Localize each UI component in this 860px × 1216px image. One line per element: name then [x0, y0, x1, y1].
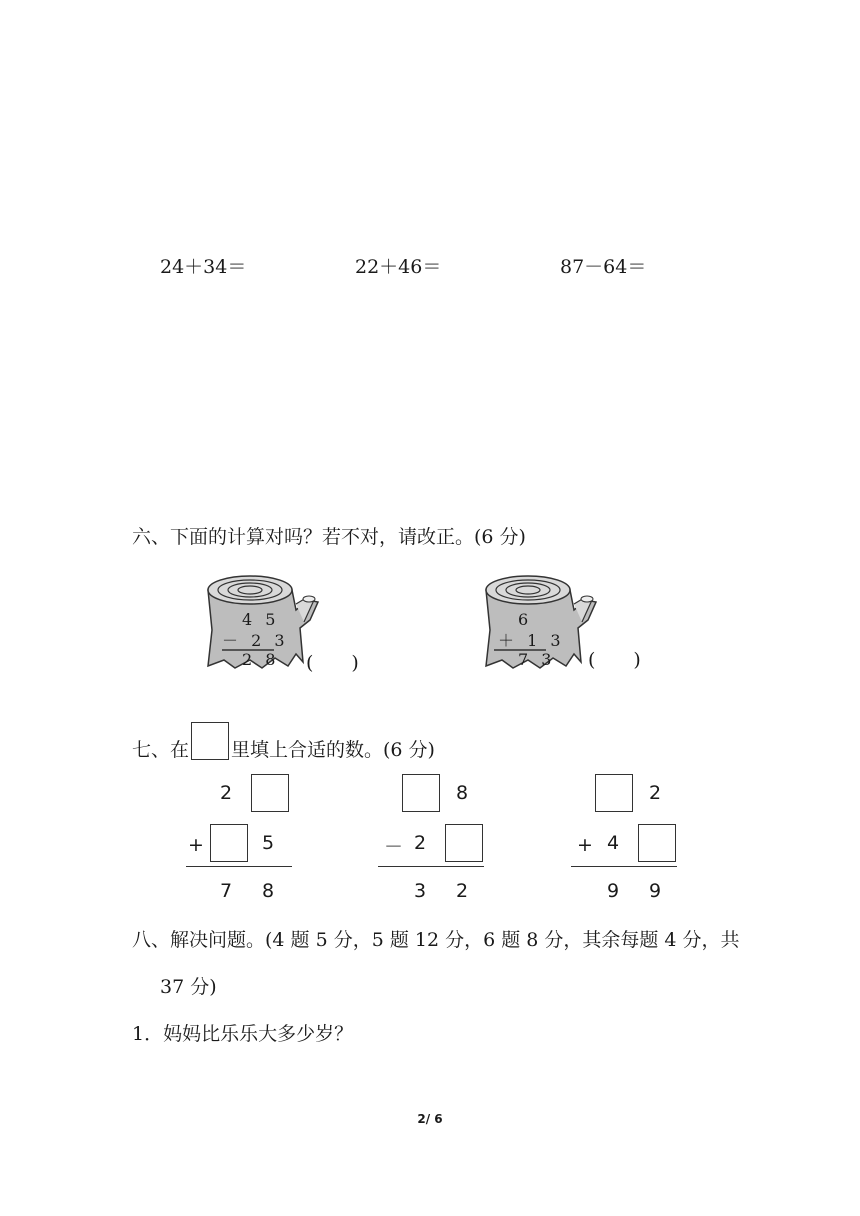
stump2-addend: ＋ 1 3	[498, 631, 565, 650]
digit: 2	[456, 880, 469, 902]
answer-box[interactable]	[402, 774, 440, 812]
digit: 9	[607, 880, 620, 902]
section7-title-suffix: 里填上合适的数。(6 分)	[231, 739, 435, 761]
operator: +	[188, 834, 204, 856]
stump2-top: 6	[518, 610, 533, 629]
page-number: 2/ 6	[417, 1112, 443, 1126]
equation-2: 22＋46＝	[355, 256, 442, 278]
stump1-result: 2 8	[242, 650, 280, 669]
digit: 7	[220, 880, 233, 902]
digit: 8	[456, 782, 469, 804]
section6-title: 六、下面的计算对吗？若不对，请改正。(6 分)	[132, 526, 526, 548]
stump1-subtrahend: － 2 3	[222, 631, 289, 650]
answer-paren-1[interactable]: ( )	[306, 652, 359, 674]
section8-title-line2: 37 分)	[160, 976, 217, 998]
answer-box[interactable]	[210, 824, 248, 862]
sum-line	[186, 866, 292, 867]
digit: 9	[649, 880, 662, 902]
blank-box-example	[191, 722, 229, 760]
operator: －	[384, 836, 404, 858]
answer-box[interactable]	[638, 824, 676, 862]
section7-title	[132, 722, 435, 762]
sum-line	[571, 866, 677, 867]
digit: 3	[414, 880, 427, 902]
section7-title-prefix: 七、在	[132, 739, 190, 761]
digit: 2	[414, 832, 427, 854]
answer-box[interactable]	[251, 774, 289, 812]
stump1-top: 4 5	[242, 610, 280, 629]
digit: 2	[649, 782, 662, 804]
question-1: 1．妈妈比乐乐大多少岁？	[132, 1023, 354, 1045]
difference-line	[378, 866, 484, 867]
digit: 4	[607, 832, 620, 854]
digit: 5	[262, 832, 275, 854]
equation-1: 24＋34＝	[160, 256, 247, 278]
answer-box[interactable]	[595, 774, 633, 812]
answer-paren-2[interactable]: ( )	[588, 649, 641, 671]
equation-3: 87－64＝	[560, 256, 647, 278]
answer-box[interactable]	[445, 824, 483, 862]
operator: +	[577, 834, 593, 856]
digit: 8	[262, 880, 275, 902]
section8-title-line1: 八、解决问题。(4 题 5 分，5 题 12 分，6 题 8 分，其余每题 4 分，共	[132, 929, 740, 951]
stump2-result: 7 3	[518, 650, 556, 669]
digit: 2	[220, 782, 233, 804]
